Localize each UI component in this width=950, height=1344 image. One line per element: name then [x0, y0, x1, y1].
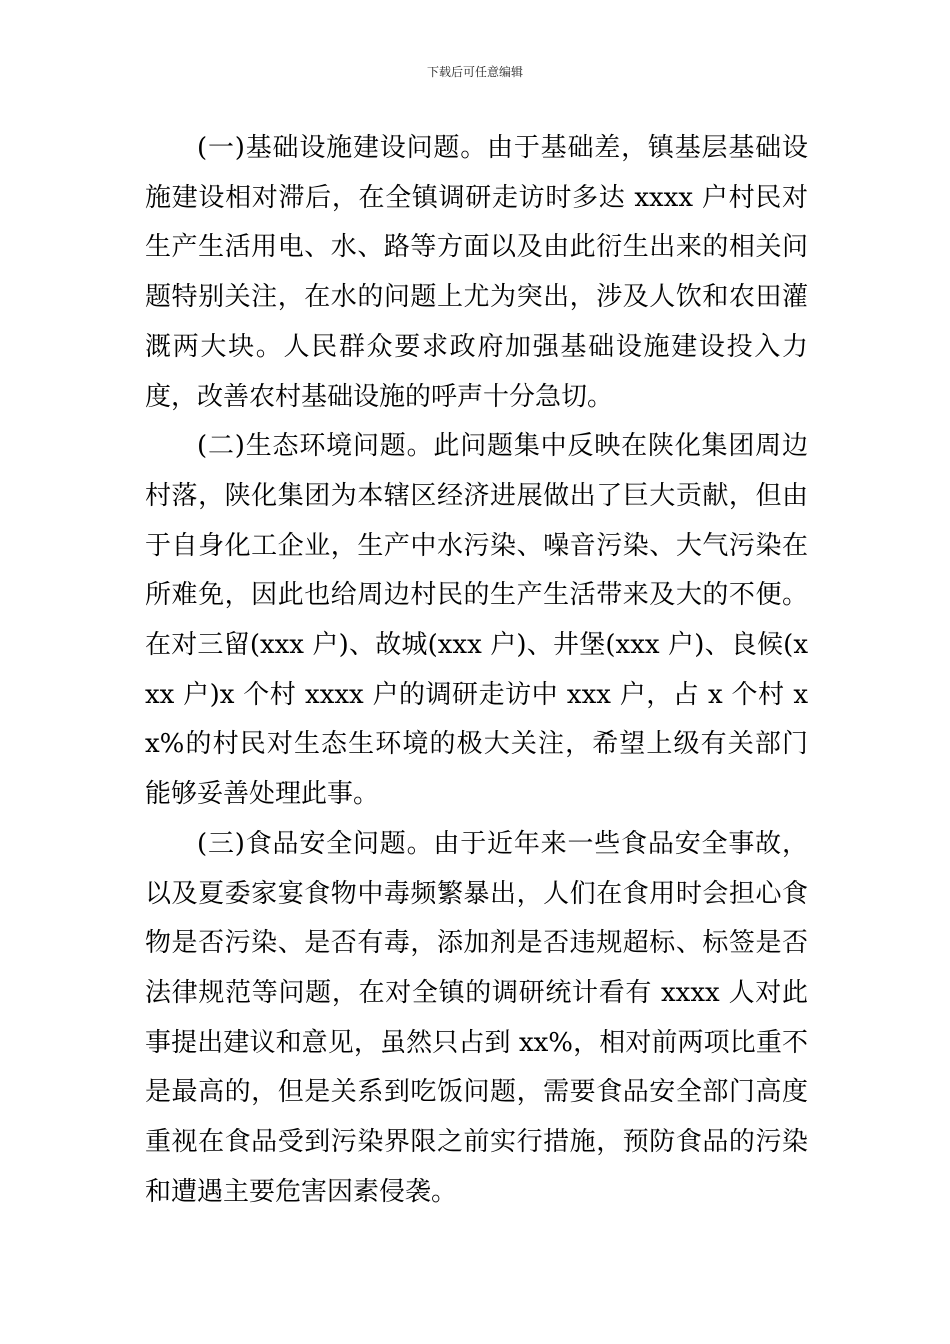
paragraph-food-safety: (三)食品安全问题。由于近年来一些食品安全事故，以及夏委家宴食物中毒频繁暴出，人们在食用时会担心食物是否污染、是否有毒，添加剂是否违规超标、标签是否法律规范等问题，在对全镇的调研统计看有 xxxx 人对此事提出建议和意见，虽然只占到 xx%，相对前两项比重不是最高的，但是关系到吃饭问题，需要食品安全部门高度重视在食品受到污染界限之前实行措施，预防食品的污染和遭遇主要危害因素侵袭。	[145, 828, 808, 1207]
document-body	[145, 124, 808, 1217]
paragraph-ecology: (二)生态环境问题。此问题集中反映在陕化集团周边村落，陕化集团为本辖区经济进展做出了巨大贡献，但由于自身化工企业，生产中水污染、噪音污染、大气污染在所难免，因此也给周边村民的生产生活带来及大的不便。在对三留(xxx 户)、故城(xxx 户)、井堡(xxx 户)、良候(xxx 户)x 个村 xxxx 户的调研走访中 xxx 户，占 x 个村 xx%的村民对生态生环境的极大关注，希望上级有关部门能够妥善处理此事。	[145, 431, 808, 810]
paragraph-infrastructure: (一)基础设施建设问题。由于基础差，镇基层基础设施建设相对滞后，在全镇调研走访时多达 xxxx 户村民对生产生活用电、水、路等方面以及由此衍生出来的相关问题特别关注，在水的问题上尤为突出，涉及人饮和农田灌溉两大块。人民群众要求政府加强基础设施建设投入力度，改善农村基础设施的呼声十分急切。	[145, 133, 808, 412]
page-header: 下载后可任意编辑	[426, 65, 523, 79]
